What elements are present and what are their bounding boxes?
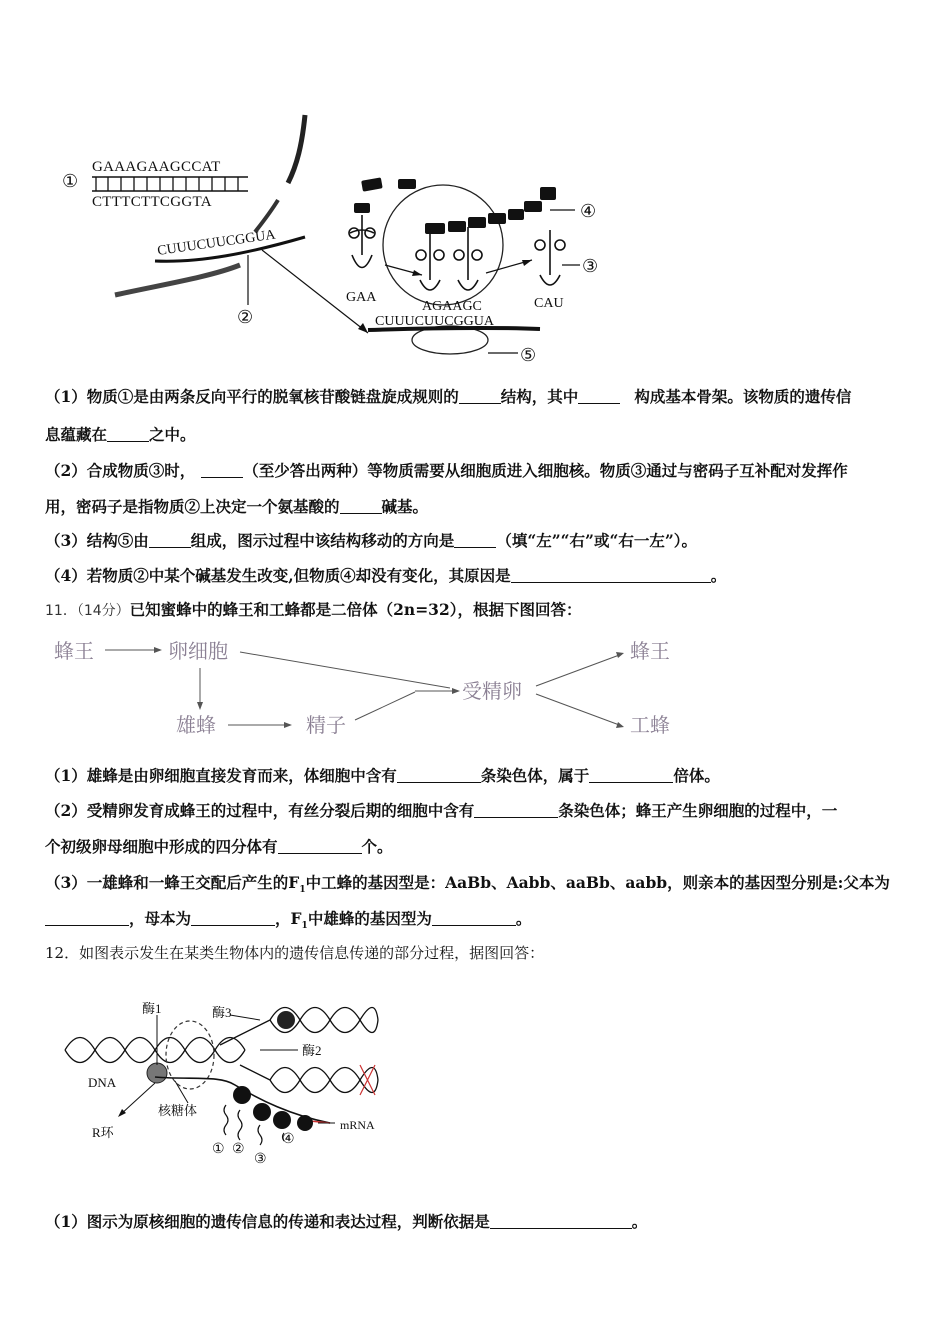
- q10-part1-line2: 息蕴藏在 之中。: [45, 425, 196, 444]
- chain-2-label: ②: [232, 1142, 245, 1157]
- ribosome-label: 核糖体: [158, 1103, 198, 1118]
- transcription-translation-figure: [50, 105, 620, 375]
- chain-3-label: ③: [254, 1152, 267, 1167]
- q11-heading: 11．（14分）已知蜜蜂中的蜂王和工蜂都是二倍体（2n=32），根据下图回答：: [45, 600, 582, 619]
- mrna-label: mRNA: [340, 1118, 375, 1132]
- q11-part2-line1: （2）受精卵发育成蜂王的过程中，有丝分裂后期的细胞中含有 条染色体；蜂王产生卵细胞的过程中，一: [45, 801, 838, 820]
- flow-egg: 卵细胞: [168, 639, 228, 663]
- anticodon-cau: CAU: [534, 296, 564, 311]
- chain-1-label: ①: [212, 1142, 225, 1157]
- flow-drone: 雄蜂: [176, 713, 216, 737]
- dna-label: DNA: [88, 1075, 117, 1090]
- label-5: ⑤: [520, 345, 537, 365]
- flow-zygote: 受精卵: [462, 679, 522, 703]
- enzyme3-label: 酶3: [212, 1005, 232, 1020]
- anticodon-agaagc: AGAAGC: [422, 299, 482, 314]
- q10-part2-line2: 用，密码子是指物质②上决定一个氨基酸的 碱基。: [45, 497, 429, 516]
- enzyme2-label: 酶2: [302, 1043, 322, 1058]
- q10-part4: （4）若物质②中某个碱基发生改变,但物质④却没有变化，其原因是 。: [45, 566, 727, 585]
- q11-part3-line1: （3）一雄蜂和一蜂王交配后产生的$F_1$中工蜂的基因型是：AaBb、Aabb、aaBb、aabb，则亲本的基因型分别是:父本为: [45, 873, 890, 896]
- q12-part1: （1）图示为原核细胞的遗传信息的传递和表达过程，判断依据是 。: [45, 1212, 648, 1231]
- q11-part3-line2: ，母本为 ，$F_1$中雄蜂的基因型为 。: [45, 907, 531, 931]
- q12-heading: 12．如图表示发生在某类生物体内的遗传信息传递的部分过程，据图回答：: [45, 944, 545, 962]
- flow-queen-out: 蜂王: [630, 639, 670, 663]
- q10-part1-line1: （1）物质①是由两条反向平行的脱氧核苷酸链盘旋成规则的 结构，其中 构成基本骨架。该物质的遗传信: [45, 387, 852, 406]
- q11-part1: （1）雄蜂是由卵细胞直接发育而来，体细胞中含有 条染色体，属于 倍体。: [45, 766, 720, 785]
- mrna-left-seq: CUUUCUUCGGUA: [156, 227, 277, 259]
- q10-part3: （3）结构⑤由 组成，图示过程中该结构移动的方向是 （填“左”“右”或“右一左”）。: [45, 531, 698, 550]
- r-loop-label: R环: [92, 1125, 114, 1140]
- enzyme1-label: 酶1: [142, 1001, 162, 1016]
- flow-queen: 蜂王: [54, 639, 94, 663]
- label-3: ③: [582, 256, 599, 276]
- q11-part2-line2: 个初级卵母细胞中形成的四分体有 个。: [45, 837, 393, 856]
- bee-reproduction-flow: [50, 628, 700, 748]
- mrna-right-seq: CUUUCUUCGGUA: [375, 314, 495, 329]
- label-1: ①: [62, 171, 79, 191]
- dna-top-strand: GAAAGAAGCCAT: [92, 159, 221, 175]
- chain-4-label: ④: [282, 1132, 295, 1147]
- flow-sperm: 精子: [306, 713, 346, 737]
- anticodon-gaa: GAA: [346, 290, 377, 305]
- dna-bottom-strand: CTTTCTTCGGTA: [92, 194, 212, 210]
- flow-worker: 工蜂: [630, 713, 670, 737]
- q10-part2-line1: （2）合成物质③时， （至少答出两种）等物质需要从细胞质进入细胞核。物质③通过与密码子互补配对发挥作: [45, 461, 848, 480]
- label-2: ②: [237, 307, 254, 327]
- label-4: ④: [580, 201, 597, 221]
- transcription-translation-prokaryote-figure: [60, 995, 400, 1170]
